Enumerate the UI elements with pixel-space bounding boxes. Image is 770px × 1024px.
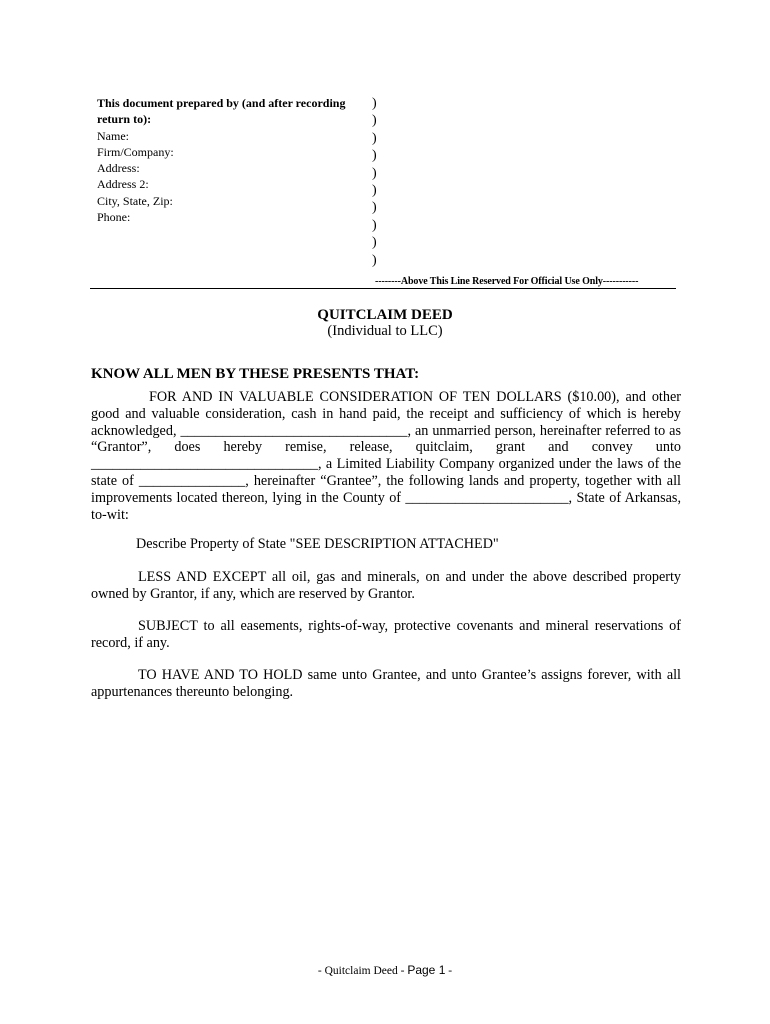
footer-prefix: - Quitclaim Deed - xyxy=(317,965,408,977)
subject-to-paragraph: SUBJECT to all easements, rights-of-way, protective covenants and mineral reservations of record, if any. xyxy=(91,618,681,651)
footer-suffix: - xyxy=(445,965,453,977)
consideration-paragraph: FOR AND IN VALUABLE CONSIDERATION OF TEN DOLLARS ($10.00), and other good and valuable consideration, cash in hand paid, the receipt and sufficiency of which is hereby acknowledged, ________________________________, an unmarried person, hereinafter referred to as “Grantor”, does hereby remise, release, quitclaim, grant and convey unto ________________________________, a Limited Liability Company organized under the laws of the state of _______________, hereinafter “Grantee”, the following lands and property, together with all improvements located thereon, lying in the County of _______________________, State of Arkansas, to-wit: xyxy=(91,389,681,523)
document-title: QUITCLAIM DEED xyxy=(317,307,453,323)
know-all-heading: KNOW ALL MEN BY THESE PRESENTS THAT: xyxy=(91,366,420,382)
recording-parentheses-column xyxy=(372,95,377,269)
habendum-paragraph: TO HAVE AND TO HOLD same unto Grantee, and unto Grantee’s assigns forever, with all appurtenances thereunto belonging. xyxy=(91,667,681,700)
paren: ) xyxy=(372,182,377,198)
paren: ) xyxy=(372,96,377,111)
city-state-zip-field-label: City, State, Zip: xyxy=(97,193,173,208)
page-number: Page 1 xyxy=(407,963,446,977)
prepared-by-label-line2: return to): xyxy=(97,112,152,127)
paren: ) xyxy=(372,148,377,164)
official-use-notice: --------Above This Line Reserved For Official Use Only----------- xyxy=(375,276,639,287)
official-use-divider xyxy=(90,288,676,289)
paren: ) xyxy=(372,235,377,251)
paren: ) xyxy=(372,217,377,233)
recording-info-block xyxy=(97,95,367,225)
paren: ) xyxy=(372,113,377,129)
firm-field-label: Firm/Company: xyxy=(97,144,174,159)
paren: ) xyxy=(372,200,377,216)
paren: ) xyxy=(372,252,377,268)
page-footer xyxy=(0,963,770,977)
prepared-by-label-line1: This document prepared by (and after recording xyxy=(97,96,346,110)
less-and-except-paragraph: LESS AND EXCEPT all oil, gas and minerals, on and under the above described property owned by Grantor, if any, which are reserved by Grantor. xyxy=(91,569,681,602)
paren: ) xyxy=(372,165,377,181)
document-subtitle: (Individual to LLC) xyxy=(327,323,443,339)
phone-field-label: Phone: xyxy=(97,210,131,225)
name-field-label: Name: xyxy=(97,128,129,143)
property-description-line: Describe Property of State "SEE DESCRIPTION ATTACHED" xyxy=(136,536,499,552)
address-field-label: Address: xyxy=(97,161,140,176)
paren: ) xyxy=(372,130,377,146)
address2-field-label: Address 2: xyxy=(97,177,149,192)
